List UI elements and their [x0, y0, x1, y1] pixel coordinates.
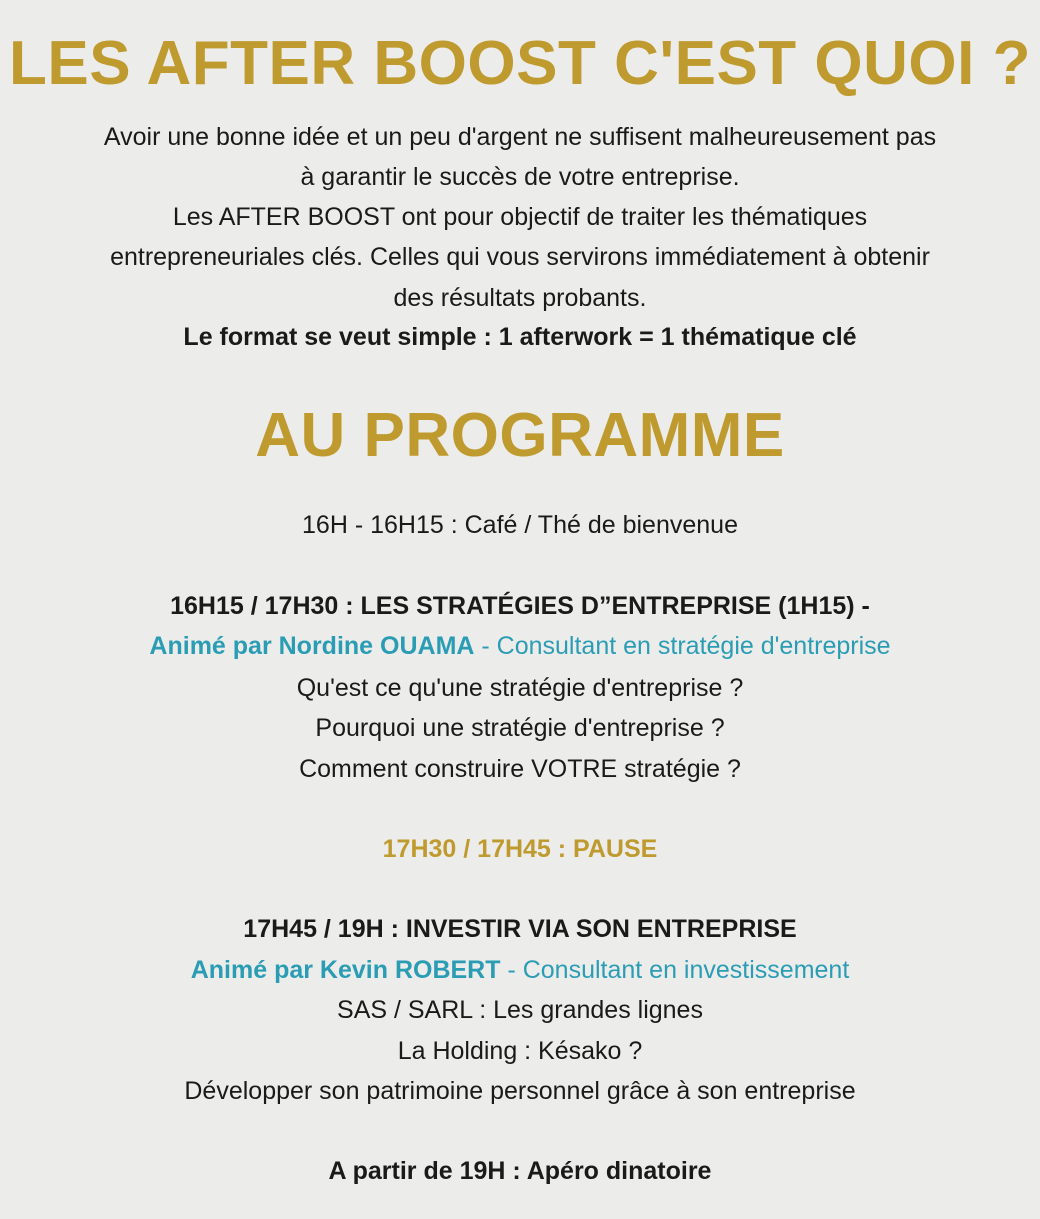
intro-line-3: Les AFTER BOOST ont pour objectif de traiter les thématiques	[172, 203, 868, 231]
intro-line-1: Avoir une bonne idée et un peu d'argent ne suffisent malheureusement pas	[103, 123, 937, 151]
session2-host-role: - Consultant en investissement	[500, 956, 850, 984]
session2-topic-2: La Holding : Késako ?	[397, 1037, 643, 1065]
session1-topic-3: Comment construire VOTRE stratégie ?	[299, 755, 741, 783]
session1-heading: 16H15 / 17H30 : LES STRATÉGIES D”ENTREPRISE (1H15) -	[170, 592, 870, 620]
intro-title: LES AFTER BOOST C'EST QUOI ?	[9, 29, 1031, 98]
intro-line-4: entrepreneuriales clés. Celles qui vous servirons immédiatement à obtenir	[110, 243, 930, 271]
session2-topic-1: SAS / SARL : Les grandes lignes	[337, 996, 703, 1024]
welcome-line: 16H - 16H15 : Café / Thé de bienvenue	[302, 511, 738, 539]
session1-host-role: - Consultant en stratégie d'entreprise	[474, 632, 891, 660]
session1-host	[0, 631, 1040, 661]
session1-host-name: Animé par Nordine OUAMA	[149, 632, 475, 660]
program-title: AU PROGRAMME	[255, 401, 785, 470]
session2-host-name: Animé par Kevin ROBERT	[190, 956, 501, 984]
format-line: Le format se veut simple : 1 afterwork = 1 thématique clé	[183, 323, 857, 351]
closing-line: A partir de 19H : Apéro dinatoire	[328, 1157, 712, 1185]
session2-topic-3: Développer son patrimoine personnel grâce à son entreprise	[184, 1077, 856, 1105]
session2-host	[0, 955, 1040, 985]
intro-line-2: à garantir le succès de votre entreprise.	[300, 163, 740, 191]
pause-line: 17H30 / 17H45 : PAUSE	[382, 835, 658, 863]
session1-topic-1: Qu'est ce qu'une stratégie d'entreprise ?	[296, 674, 744, 702]
intro-line-5: des résultats probants.	[393, 284, 647, 312]
session1-topic-2: Pourquoi une stratégie d'entreprise ?	[315, 714, 725, 742]
session2-heading: 17H45 / 19H : INVESTIR VIA SON ENTREPRISE	[243, 915, 797, 943]
